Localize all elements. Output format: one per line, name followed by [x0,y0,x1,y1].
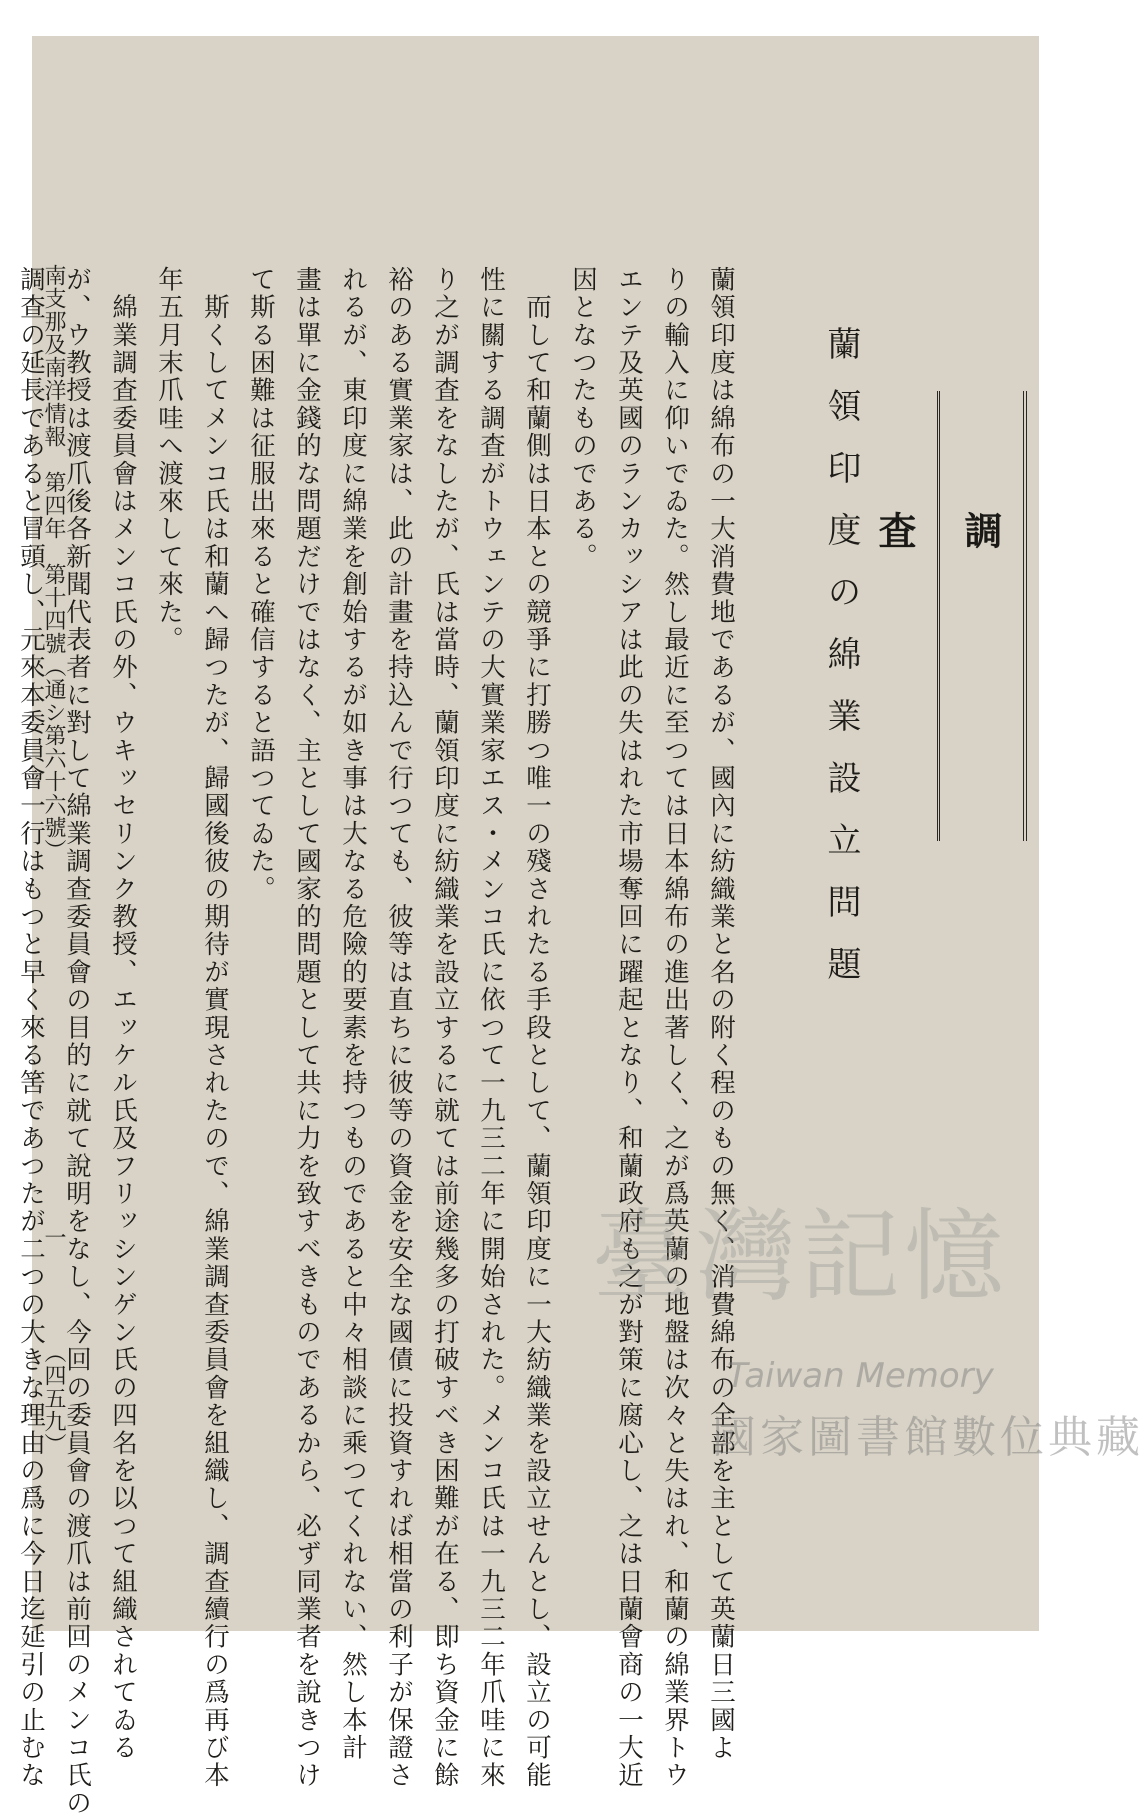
body-line: りの輸入に仰いでゐた。然し最近に至つては日本綿布の進出著しく、之が爲英蘭の地盤は次々と失はれ、和蘭の綿業界トウ [660,266,690,1790]
body-line: り之が調査をなしたが、氏は當時、蘭領印度に紡織業を設立するに就ては前途幾多の打破すべき困難が在る、即ち資金に餘 [430,266,460,1790]
body-line: 裕のある實業家は、此の計畫を持込んで行つても、彼等は直ちに彼等の資金を安全な國債に投資すれば相當の利子が保證さ [384,266,414,1790]
body-line: て斯る困難は征服出來ると確信すると語つてゐた。 [246,266,276,904]
body-line: 蘭領印度は綿布の一大消費地であるが、國內に紡織業と名の附く程のもの無く、消費綿布の全部を主として英蘭日三國よ [706,266,736,1762]
page-number: 一 [41,1226,66,1249]
body-line: 年五月末爪哇へ渡來して來た。 [154,266,184,654]
body-line: 性に關する調査がトウェンテの大實業家エス・メンコ氏に依つて一九三二年に開始された。メンコ氏は一九三二年爪哇に來 [476,266,506,1790]
total-page-number: （四五九） [41,1341,66,1456]
section-header: 調査 [872,511,1003,759]
body-line: れるが、東印度に綿業を創始するが如き事は大なる危險的要素を持つものであると中々相談に乘つてくれない、然し本計 [338,266,368,1762]
body-line: 而して和蘭側は日本との競爭に打勝つ唯一の殘されたる手段として、蘭領印度に一大紡織業を設立せんとし、設立の可能 [522,266,552,1790]
body-line: が、ウ教授は渡爪後各新聞代表者に對して綿業調查委員會の目的に就て說明をなし、今回の委員會の渡爪は前回のメンコ氏の [62,266,92,1817]
body-line: 調查の延長であると冒頭し、元來本委員會一行はもつと早く來る筈であつたが二つの大きな理由の爲に今日迄延引の止むな [16,266,46,1790]
section-header-box [872,391,1027,841]
article-title: 蘭領印度の綿業設立問題 [821,326,861,1008]
document-page [16,36,1144,1817]
body-line: エンテ及英國のランカッシアは此の失はれた市場奪回に躍起となり、和蘭政府も之が對策に腐心し、之は日蘭會商の一大近 [614,266,644,1790]
body-line: 斯くしてメンコ氏は和蘭へ歸つたが、歸國後彼の期待が實現されたので、綿業調查委員會を組織し、調查續行の爲再び本 [200,266,230,1790]
watermark-logo: 臺灣記憶 [592,1198,1008,1315]
watermark-english: Taiwan Memory [727,1356,994,1396]
watermark [592,1176,1144,1476]
body-line: 畫は單に金錢的な問題だけではなく、主として國家的問題として共に力を致すべきものであるから、必ず同業者を說きつけ [292,266,322,1790]
watermark-chinese: 國家圖書館數位典藏 [712,1412,1144,1463]
journal-footer: 南支那及南洋情報 第四年 第十四號（通シ第六十六號） [41,264,66,862]
body-line: 綿業調査委員會はメンコ氏の外、ウキッセリンク教授、エッケル氏及フリッシンゲン氏の四名を以つて組織されてゐる [108,266,138,1762]
body-line: 因となつたものである。 [568,266,598,571]
